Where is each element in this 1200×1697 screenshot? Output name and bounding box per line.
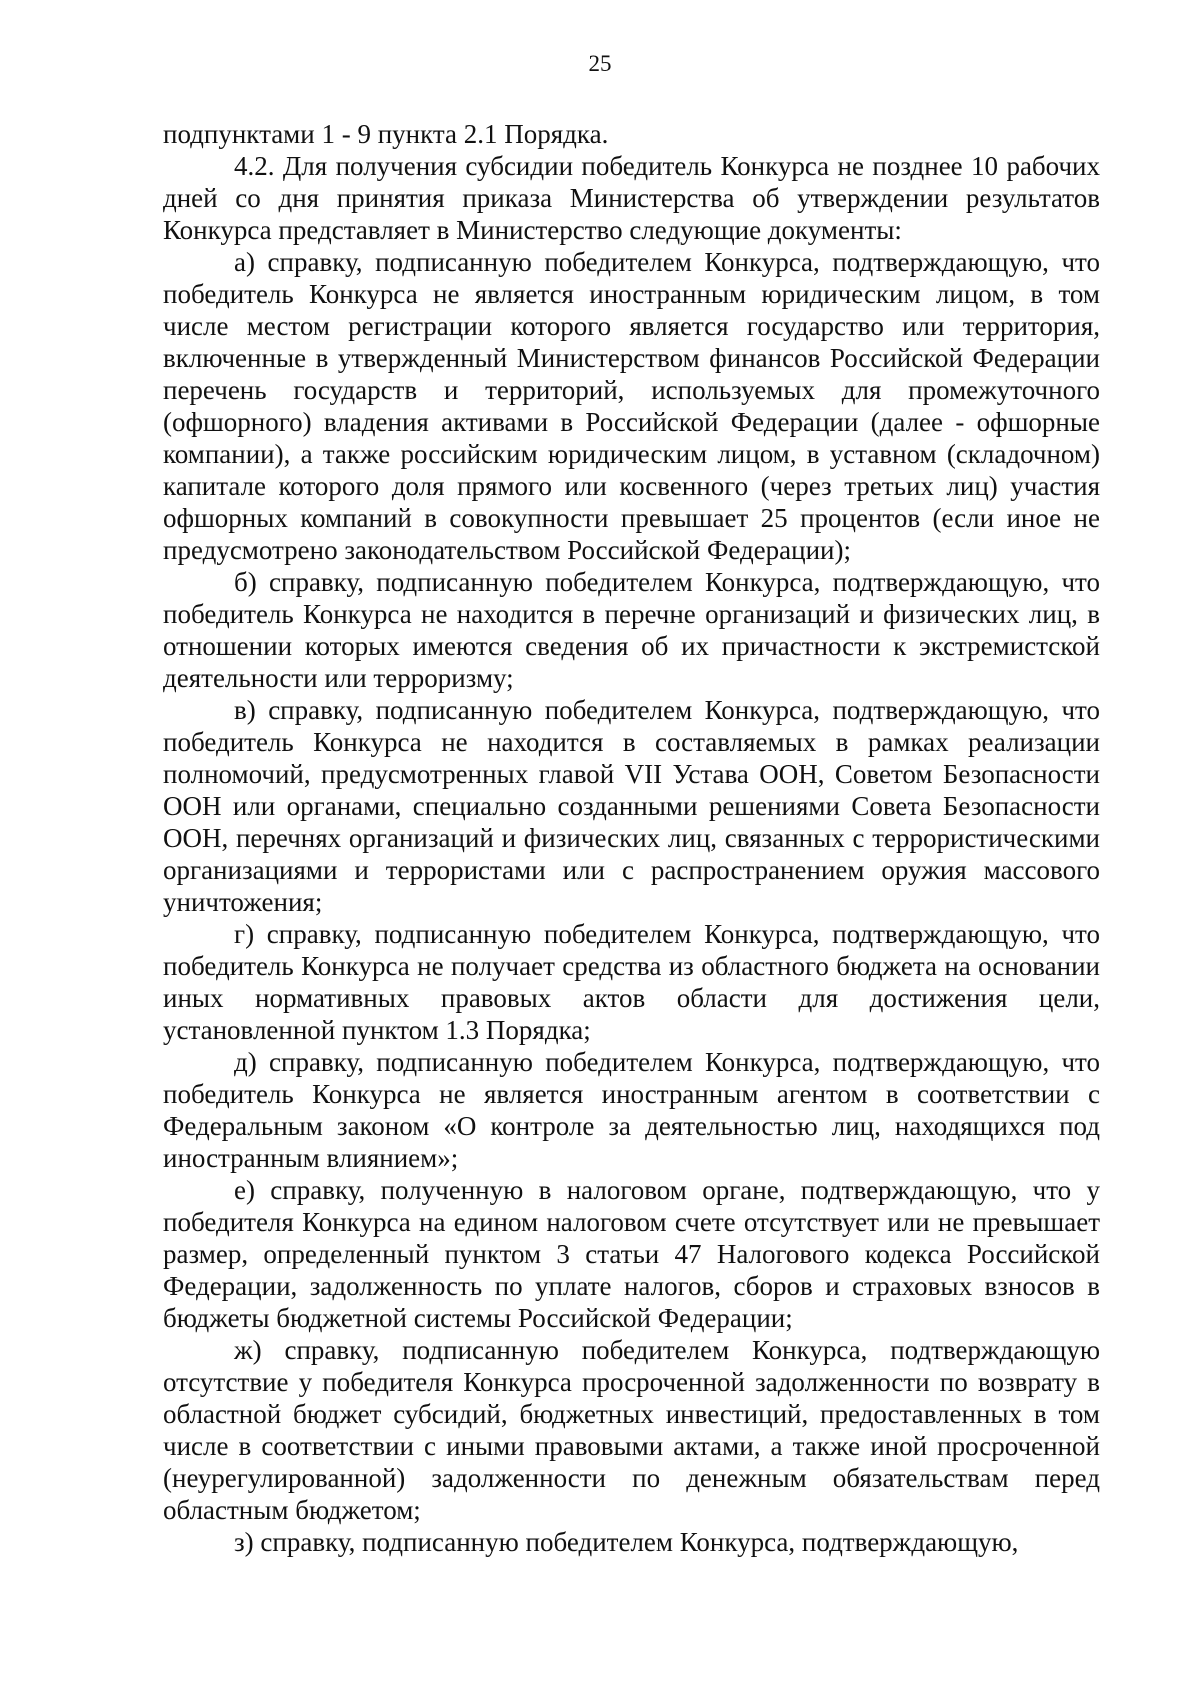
list-item-b: б) справку, подписанную победителем Конкурса, подтверждающую, что победитель Конкурса не находится в перечне организаций и физических лиц, в отношении которых имеются сведения об их причастности к экстремистской деятельности или терроризму; (163, 567, 1100, 693)
paragraph-4-2: 4.2. Для получения субсидии победитель Конкурса не позднее 10 рабочих дней со дня принятия приказа Министерства об утверждении результатов Конкурса представляет в Министерство следующие документы: (163, 151, 1100, 245)
list-item-a: а) справку, подписанную победителем Конкурса, подтверждающую, что победитель Конкурса не является иностранным юридическим лицом, в том числе местом регистрации которого является государство или территория, включенные в утвержденный Министерством финансов Российской Федерации перечень государств и территорий, используемых для промежуточного (офшорного) владения активами в Российской Федерации (далее - офшорные компании), а также российским юридическим лицом, в уставном (складочном) капитале которого доля прямого или косвенного (через третьих лиц) участия офшорных компаний в совокупности превышает 25 процентов (если иное не предусмотрено законодательством Российской Федерации); (163, 247, 1100, 565)
list-item-e: е) справку, полученную в налоговом органе, подтверждающую, что у победителя Конкурса на едином налоговом счете отсутствует или не превышает размер, определенный пунктом 3 статьи 47 Налогового кодекса Российской Федерации, задолженность по уплате налогов, сборов и страховых взносов в бюджеты бюджетной системы Российской Федерации; (163, 1175, 1100, 1333)
list-item-v: в) справку, подписанную победителем Конкурса, подтверждающую, что победитель Конкурса не находится в составляемых в рамках реализации полномочий, предусмотренных главой VII Устава ООН, Советом Безопасности ООН или органами, специально созданными решениями Совета Безопасности ООН, перечнях организаций и физических лиц, связанных с террористическими организациями и террористами или с распространением оружия массового уничтожения; (163, 695, 1100, 917)
document-body (163, 118, 1100, 1558)
list-item-g: г) справку, подписанную победителем Конкурса, подтверждающую, что победитель Конкурса не получает средства из областного бюджета на основании иных нормативных правовых актов области для достижения цели, установленной пунктом 1.3 Порядка; (163, 919, 1100, 1045)
list-item-z: з) справку, подписанную победителем Конкурса, подтверждающую, (234, 1527, 1019, 1557)
list-item-d: д) справку, подписанную победителем Конкурса, подтверждающую, что победитель Конкурса не является иностранным агентом в соответствии с Федеральным законом «О контроле за деятельностью лиц, находящихся под иностранным влиянием»; (163, 1047, 1100, 1173)
list-item-zh: ж) справку, подписанную победителем Конкурса, подтверждающую отсутствие у победителя Конкурса просроченной задолженности по возврату в областной бюджет субсидий, бюджетных инвестиций, предоставленных в том числе в соответствии с иными правовыми актами, а также иной просроченной (неурегулированной) задолженности по денежным обязательствам перед областным бюджетом; (163, 1335, 1100, 1525)
page-number: 25 (588, 51, 612, 76)
paragraph-continuation: подпунктами 1 - 9 пункта 2.1 Порядка. (163, 119, 609, 149)
